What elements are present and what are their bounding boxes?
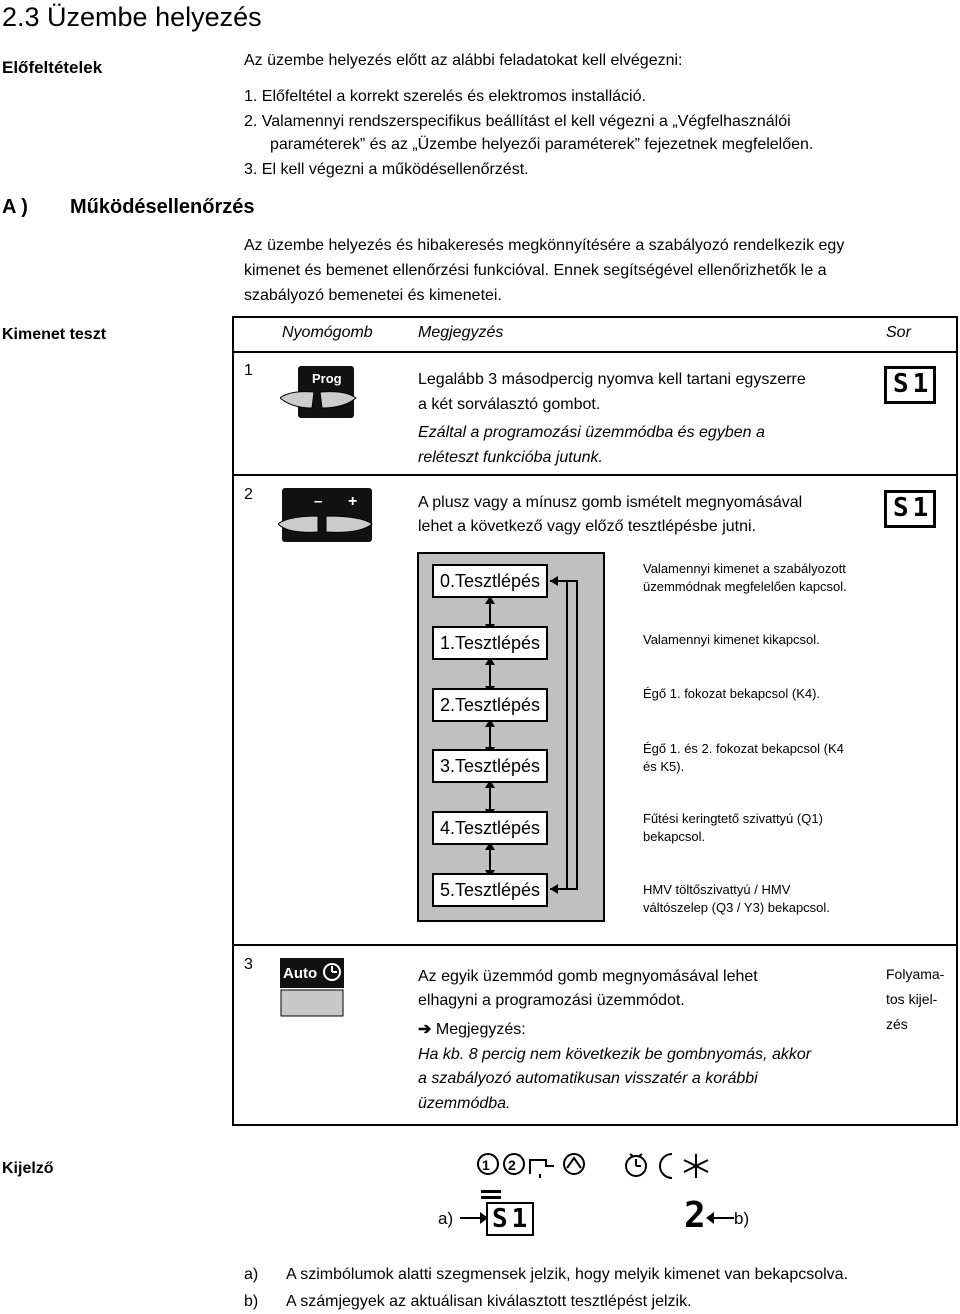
check-prefix: A ) (2, 196, 28, 218)
svg-text:2: 2 (508, 1157, 516, 1173)
plus-label: + (348, 493, 358, 510)
prog-label: Prog (312, 371, 342, 386)
check-line-1: Az üzembe helyezés és hibakeresés megkönnyítésére a szabályozó rendelkezik egy (244, 237, 845, 254)
check-heading: Működésellenőrzés (70, 196, 255, 218)
header-note: Megjegyzés (418, 324, 504, 341)
test-step-3: 3.Tesztlépés (432, 749, 548, 783)
arrow-right-icon: ➔ (418, 1021, 432, 1038)
step-4-note: Fűtési keringtető szivattyú (Q1) bekapcsol. (643, 811, 823, 844)
display-left-value: S1 (486, 1202, 534, 1236)
row-number: 3 (244, 956, 253, 973)
display-symbols (476, 1150, 716, 1184)
timer-clock-icon (626, 1154, 646, 1176)
test-step-5: 5.Tesztlépés (432, 873, 548, 907)
legend-key-a: a) (244, 1266, 259, 1283)
row1-display: S1 (884, 366, 936, 404)
row3-note-label: Megjegyzés: (435, 1021, 526, 1038)
frost-snowflake-icon (684, 1154, 708, 1178)
pump-icon (564, 1154, 584, 1174)
display-heading: Kijelző (2, 1160, 54, 1177)
row1-text-1: Legalább 3 másodpercig nyomva kell tartani egyszerre (418, 371, 806, 388)
legend-text-b: A számjegyek az aktuálisan kiválasztott tesztlépést jelzik. (286, 1293, 692, 1310)
row1-italic-1: Ezáltal a programozási üzemmódba és egyben a (418, 424, 765, 441)
prereq-item-1: 1. Előfeltétel a korrekt szerelés és elektromos installáció. (244, 88, 646, 105)
row-number: 1 (244, 362, 253, 379)
steps-arrows (417, 552, 607, 922)
row2-text-2: lehet a következő vagy előző tesztlépésbe jutni. (418, 518, 756, 535)
test-step-4: 4.Tesztlépés (432, 811, 548, 845)
table-left-border (232, 316, 234, 1126)
minus-label: – (314, 493, 323, 510)
test-heading: Kimenet teszt (2, 326, 107, 343)
prereq-intro: Az üzembe helyezés előtt az alábbi feladatokat kell elvégezni: (244, 52, 683, 69)
row-divider-1 (232, 474, 958, 476)
legend-text-a: A szimbólumok alatti szegmensek jelzik, hogy melyik kimenet van bekapcsolva. (286, 1266, 849, 1283)
step-0-note: Valamennyi kimenet a szabályozott üzemmódnak megfelelően kapcsol. (643, 561, 847, 594)
table-top-border (232, 316, 958, 318)
burner-stage-1-icon (478, 1154, 498, 1174)
header-row: Sor (886, 324, 911, 341)
row2-display: S1 (884, 490, 936, 528)
row2-text-1: A plusz vagy a mínusz gomb ismételt megnyomásával (418, 494, 803, 511)
test-step-2: 2.Tesztlépés (432, 688, 548, 722)
row3-note-label-line (418, 1017, 526, 1042)
marker-a: a) (438, 1209, 454, 1228)
page-title: 2.3 Üzembe helyezés (2, 2, 262, 32)
auto-button-icon (280, 958, 344, 1018)
marker-b: b) (734, 1209, 750, 1228)
row3-text-1: Az egyik üzemmód gomb megnyomásával lehet (418, 968, 758, 985)
svg-text:1: 1 (482, 1157, 490, 1173)
auto-label: Auto (283, 965, 318, 982)
row-divider-2 (232, 944, 958, 946)
prog-button-icon (280, 364, 358, 420)
step-5-note: HMV töltőszivattyú / HMV váltószelep (Q3 / Y3) bekapcsol. (643, 882, 830, 915)
table-header-line (232, 351, 958, 353)
burner-stage-2-icon (504, 1154, 524, 1174)
night-moon-icon (660, 1154, 672, 1178)
prereq-item-3: 3. El kell végezni a működésellenőrzést. (244, 161, 529, 178)
prereq-item-2: 2. Valamennyi rendszerspecifikus beállítást el kell végezni a „Végfelhasználói (244, 113, 791, 130)
arrow-b-icon (706, 1206, 734, 1230)
step-3-note: Égő 1. és 2. fokozat bekapcsol (K4 és K5). (643, 741, 844, 774)
hot-water-tap-icon (530, 1160, 554, 1178)
check-line-3: szabályozó bemenetei és kimenetei. (244, 287, 502, 304)
display-right-value: 2 (684, 1195, 706, 1236)
table-bottom-border (232, 1124, 958, 1126)
row3-italic-1: Ha kb. 8 percig nem következik be gombnyomás, akkor (418, 1046, 812, 1063)
test-step-0: 0.Tesztlépés (432, 564, 548, 598)
row-number: 2 (244, 486, 253, 503)
row1-text-2: a két sorválasztó gombot. (418, 396, 601, 413)
legend-key-b: b) (244, 1293, 259, 1310)
step-1-note: Valamennyi kimenet kikapcsol. (643, 632, 820, 647)
row3-text-2: elhagyni a programozási üzemmódot. (418, 992, 685, 1009)
output-segment-indicator (481, 1196, 501, 1199)
table-right-border (956, 316, 958, 1126)
test-step-1: 1.Tesztlépés (432, 626, 548, 660)
plus-minus-button-icon (278, 486, 374, 544)
check-line-2: kimenet és bemenet ellenőrzési funkcióval. Ennek segítségével ellenőrizhetők le a (244, 262, 827, 279)
arrow-a-icon (460, 1206, 488, 1230)
row3-row-text: Folyama- tos kijel- zés (886, 966, 945, 1032)
prereq-heading: Előfeltételek (2, 58, 103, 77)
step-2-note: Égő 1. fokozat bekapcsol (K4). (643, 686, 821, 701)
prereq-item-2-cont: paraméterek” és az „Üzembe helyezői paraméterek” fejezetnek megfelelően. (270, 136, 814, 153)
row1-italic-2: reléteszt funkcióba jutunk. (418, 449, 603, 466)
row3-italic-3: üzemmódba. (418, 1095, 511, 1112)
output-segment-indicator (481, 1190, 501, 1193)
header-button: Nyomógomb (282, 324, 373, 341)
row3-italic-2: a szabályozó automatikusan visszatér a korábbi (418, 1070, 758, 1087)
